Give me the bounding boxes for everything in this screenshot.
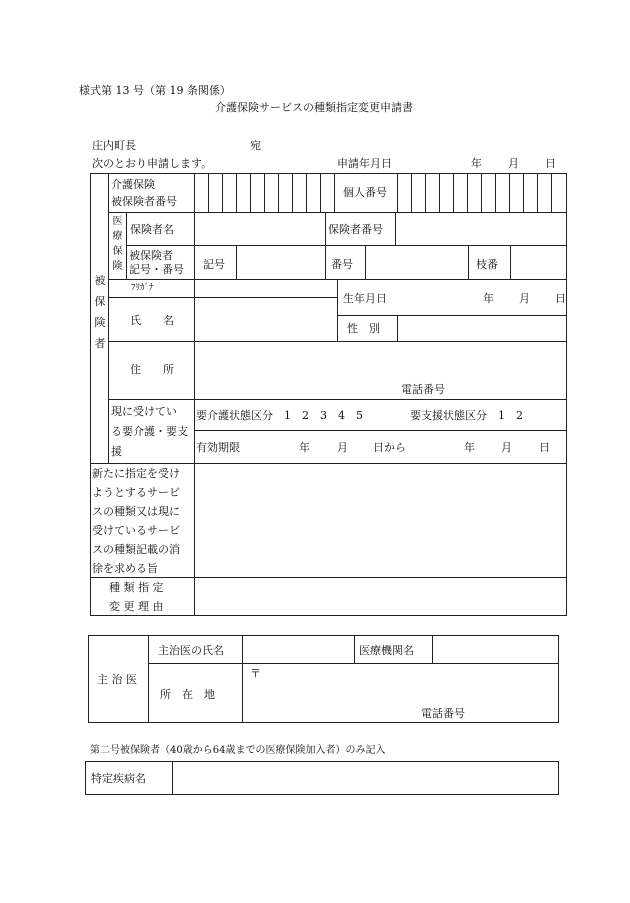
number-label: 番号: [331, 258, 353, 271]
code-label: 記号: [203, 258, 225, 271]
insured-number-label-1: 介護保険: [111, 178, 155, 191]
application-year: 年: [471, 157, 482, 170]
birthdate-label: 生年月日: [343, 292, 387, 305]
secondary-insured-note: 第二号被保険者（40歳から64歳までの医療保険加入者）のみ記入: [90, 745, 386, 756]
insured-phone-label: 電話番号: [401, 383, 445, 396]
branch-label: 枝番: [476, 258, 498, 271]
validity-to-day: 日: [539, 441, 550, 454]
validity-to-year: 年: [464, 441, 475, 454]
application-month: 月: [508, 157, 519, 170]
doctor-name-label: 主治医の氏名: [158, 644, 224, 657]
specific-disease-label: 特定疾病名: [91, 772, 146, 785]
insurer-name-label: 保険者名: [130, 223, 174, 236]
medical-insurance-label: 医 療 保 険: [112, 216, 123, 272]
birth-year: 年: [483, 292, 494, 305]
purpose-line-4: 受けているサービ: [92, 524, 180, 537]
validity-from-month: 月: [337, 441, 348, 454]
insured-code-label-1: 被保険者: [129, 249, 173, 262]
insured-code-label-2: 記号・番号: [129, 263, 184, 276]
birth-month: 月: [519, 292, 530, 305]
purpose-line-2: ようとするサービ: [92, 486, 180, 499]
current-care-label-3: 援: [111, 445, 122, 458]
purpose-line-1: 新たに指定を受け: [92, 467, 180, 480]
application-date-label: 申請年月日: [337, 157, 392, 170]
doctor-phone-label: 電話番号: [421, 707, 465, 720]
purpose-line-5: スの種類記載の消: [92, 543, 180, 556]
validity-label: 有効期限: [196, 441, 240, 454]
address-label: 住 所: [130, 363, 174, 376]
validity-from-day: 日から: [373, 441, 406, 454]
form-number: 様式第 13 号（第 19 条関係）: [79, 84, 231, 97]
insured-section-label: 被 保 険 者: [94, 274, 106, 350]
personal-number-label: 個人番号: [343, 186, 387, 199]
reason-label-1: 種 類 指 定: [109, 581, 164, 594]
current-care-label-1: 現に受けてい: [111, 405, 177, 418]
validity-from-year: 年: [299, 441, 310, 454]
care-level-options: 要介護状態区分 1 2 3 4 5: [196, 409, 363, 422]
support-level-options: 要支援状態区分 1 2: [410, 409, 523, 422]
gender-label: 性 別: [347, 322, 380, 335]
postal-mark: 〒: [250, 667, 261, 680]
furigana-label: ﾌﾘｶﾞﾅ: [131, 283, 154, 293]
medical-institution-label: 医療機関名: [359, 644, 414, 657]
insurer-number-label: 保険者番号: [328, 223, 383, 236]
purpose-line-6: 徐を求める旨: [92, 562, 158, 575]
current-care-label-2: る要介護・要支: [111, 425, 188, 438]
application-day: 日: [545, 157, 556, 170]
insured-number-label-2: 被保険者番号: [111, 195, 177, 208]
reason-label-2: 変 更 理 由: [109, 600, 164, 613]
name-label: 氏 名: [130, 314, 174, 327]
honorific: 宛: [250, 139, 261, 152]
addressee: 庄内町長: [92, 139, 136, 152]
birth-day: 日: [555, 292, 566, 305]
location-label: 所 在 地: [160, 688, 215, 701]
document-title: 介護保険サービスの種類指定変更申請書: [215, 101, 413, 114]
doctor-section-label: 主 治 医: [97, 673, 137, 686]
intro-text: 次のとおり申請します。: [92, 157, 213, 170]
purpose-line-3: スの種類又は現に: [92, 505, 180, 518]
validity-to-month: 月: [501, 441, 512, 454]
